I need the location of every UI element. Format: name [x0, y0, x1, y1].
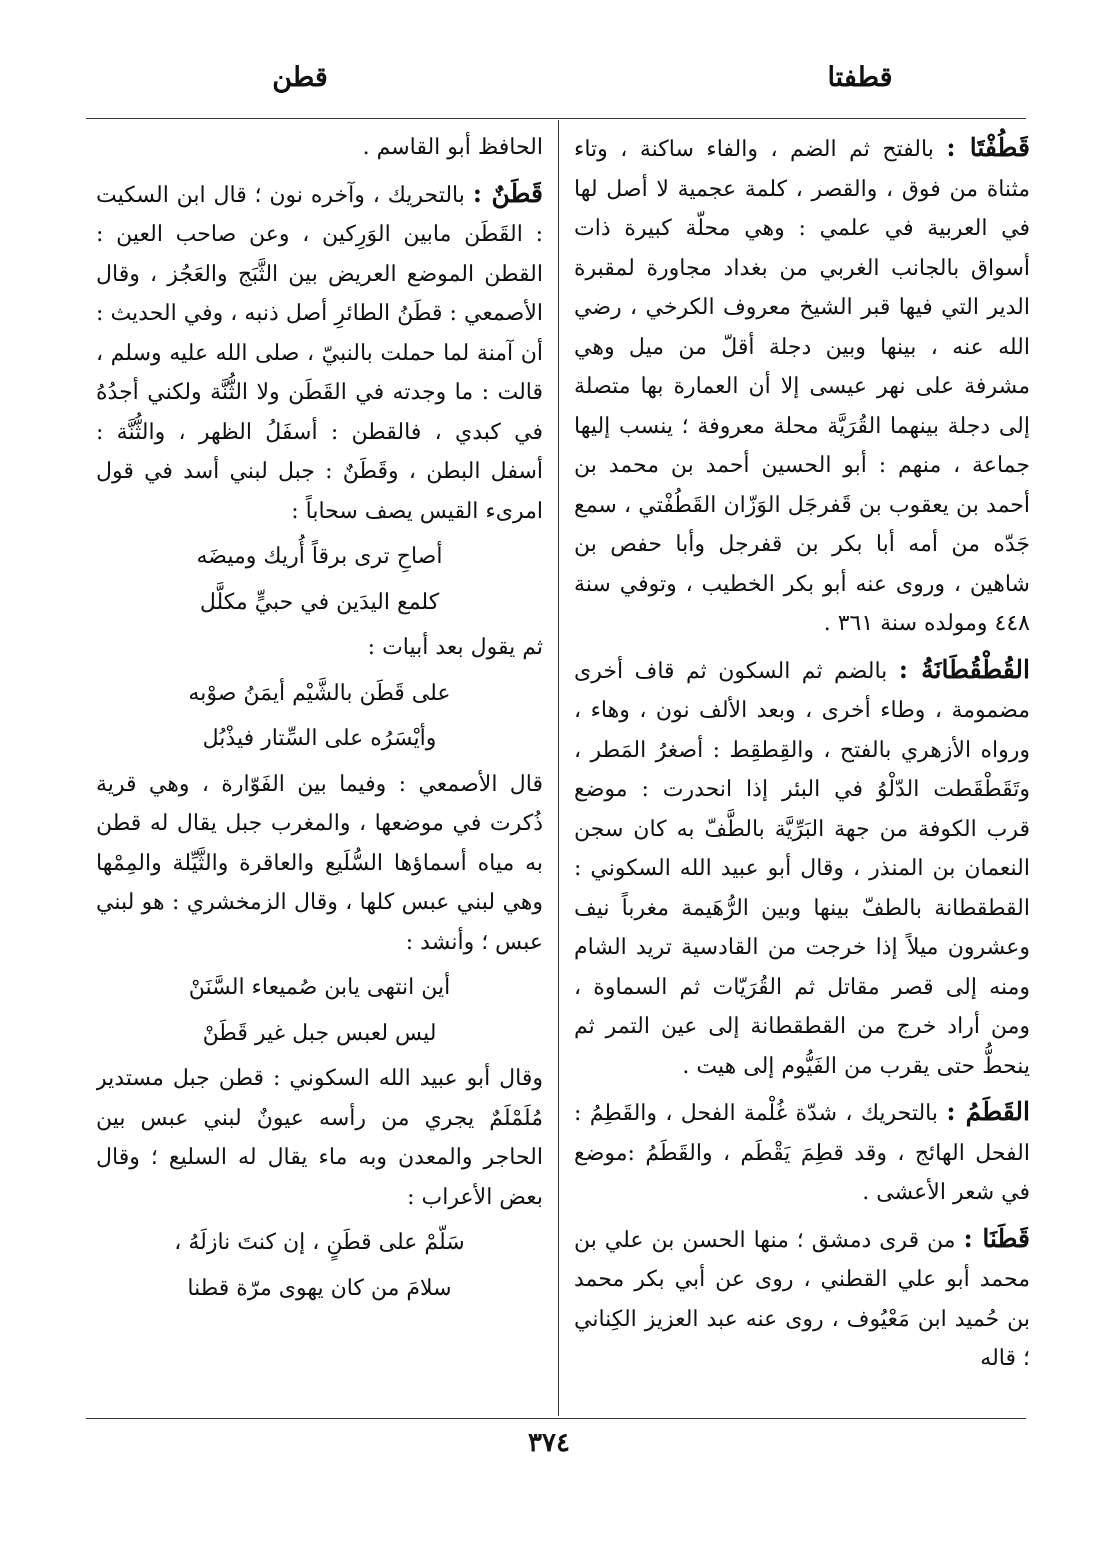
verse-line: سَلّمْ على قطَنٍ ، إن كنتَ نازلَهُ ، — [174, 1230, 465, 1255]
verse-line: وأيْسَرُه على السِّتار فيذْبُل — [202, 726, 437, 751]
right-column — [574, 128, 1030, 1408]
entry-text: من قرى دمشق ؛ منها الحسن بن علي بن محمد أبو علي القطني ، روى عن أبي بكر محمد بن حُميد ابن مَعْيُوف ، روى عنه عبد العزيز الكِناني ؛ قاله — [574, 1227, 1030, 1371]
column-divider — [558, 120, 559, 1416]
verse-line: على قَطَن بالشَّيْم أيمَنُ صوْبه — [188, 680, 451, 706]
entry-headword: القَطَمُ : — [946, 1097, 1030, 1126]
entry-text: بالضم ثم السكون ثم قاف أخرى مضمومة ، وطاء أخرى ، وبعد الألف نون ، وهاء ، ورواه الأزهري بالفتح ، والقِطقِط : أصغرُ المَطر ، وتَقَطْقَطت الدّلْوُ في البئر إذا انحدرت : موضع قرب الكوفة من جهة البَرِّيَّة بالطَّفّ به كان سجن النعمان بن المنذر ، وقال أبو عبيد الله السكوني : القطقطانة بالطفّ بينها وبين الرُّهَيمة مغرباً نيف وعشرون ميلاً إذا خرجت من القادسية تريد الشام ومنه إلى قصر مقاتل ثم القُرَيّات ثم السماوة ، ومن أراد خرج من القطقطانة إلى عين التمر ثم ينحطُّ حتى يقرب من الفَيُّوم إلى هيت . — [574, 658, 1030, 1079]
entry-headword: قَطُفْتَا : — [946, 133, 1030, 162]
paragraph: وقال أبو عبيد الله السكوني : قطن جبل مستدير مُلَمْلَمٌ يجري من رأسه عيونٌ لبني عبس بين الحاجر والمعدن وبه ماء يقال له السليع ؛ وقال بعض الأعراب : — [96, 1066, 543, 1210]
entry-qatana — [574, 1219, 1030, 1379]
verse-line: سلامَ من كان يهوى مرّة قطنا — [187, 1275, 452, 1301]
verse-line: كلمع اليدَين في حبيٍّ مكلَّل — [199, 589, 440, 615]
left-column — [96, 128, 543, 1408]
paragraph: قال الأصمعي : وفيما بين الفَوّارة ، وهي قرية ذُكرت في موضعها ، والمغرب جبل يقال له قطن به مياه أسماؤها السُّلَيع والعاقرة والثَّيِّلة والمِمْها وهي لبني عبس كلها ، وقال الزمخشري : هو لبني عبس ؛ وأنشد : — [96, 771, 543, 955]
running-header-right: قطفتا — [827, 62, 893, 93]
bottom-rule — [86, 1418, 1026, 1419]
verse-line: أصاحِ ترى برقاً أُريك وميضَه — [196, 544, 443, 569]
top-rule — [86, 118, 1026, 119]
entry-qatam — [574, 1092, 1030, 1213]
entry-text: بالفتح ثم الضم ، والفاء ساكنة ، وتاء مثناة من فوق ، والقصر ، كلمة عجمية لا أصل لها في العربية في علمي : وهي محلّة كبيرة ذات أسواق بالجانب الغربي من بغداد مجاورة لمقبرة الدير التي فيها قبر الشيخ معروف الكرخي ، رضي الله عنه ، بينها وبين دجلة أقلّ من ميل وهي مشرفة على نهر عيسى إلا أن العمارة بها متصلة إلى دجلة بينهما القُرَيَّة محلة معروفة ؛ ينسب إليها جماعة ، منهم : أبو الحسين أحمد بن محمد بن أحمد بن يعقوب بن قَفرجَل الوَزّان القَطُفْتي ، سمع جَدّه من أمه أبا بكر بن قفرجل وأبا حفص بن شاهين ، وروى عنه أبو بكر الخطيب ، وتوفي سنة ٤٤٨ ومولده سنة ٣٦١ . — [574, 137, 1030, 636]
entry-text: بالتحريك ، وآخره نون ؛ قال ابن السكيت : القَطَن مابين الوَرِكين ، وعن صاحب العين : القطن الموضع العريض بين الثَّبَج والعَجُز ، وقال الأصمعي : قطَنُ الطائرِ أصل ذنبه ، وفي الحديث : أن آمنة لما حملت بالنبيّ ، صلى الله عليه وسلم ، قالت : ما وجدته في القَطَن ولا الثُّنَّة ولكني أجدُهُ في كبدي ، فالقطن : أسفَلُ الظهر ، والثُّنَّة : أسفل البطن ، وقَطَنٌ : جبل لبني أسد في قول امرىء القيس يصف سحاباً : — [96, 182, 543, 524]
verse-line: ليس لعبس جبل غير قَطَنْ — [202, 1020, 437, 1046]
continued-text: الحافظ أبو القاسم . — [362, 135, 543, 160]
running-header-left: قطن — [272, 62, 328, 93]
verse-line: أين انتهى يابن صُميعاء السَّنَنْ — [188, 975, 451, 1000]
paragraph: ثم يقول بعد أبيات : — [367, 635, 543, 660]
entry-headword: القُطْقُطَانَةُ : — [898, 654, 1030, 684]
entry-text: بالتحريك ، شدّة غُلْمة الفحل ، والقَطِمُ : الفحل الهائج ، وقد قطِمَ يَقْطَم ، والقَطَمُ :موضع في شعر الأعشى . — [574, 1101, 1030, 1205]
entry-headword: قَطَنَا : — [963, 1223, 1030, 1253]
page-number: ٣٧٤ — [528, 1428, 570, 1458]
entry-qatufta — [574, 128, 1030, 644]
entry-qatan — [96, 174, 543, 532]
entry-headword: قَطَنٌ : — [472, 178, 543, 208]
entry-qutqutana — [574, 650, 1030, 1087]
